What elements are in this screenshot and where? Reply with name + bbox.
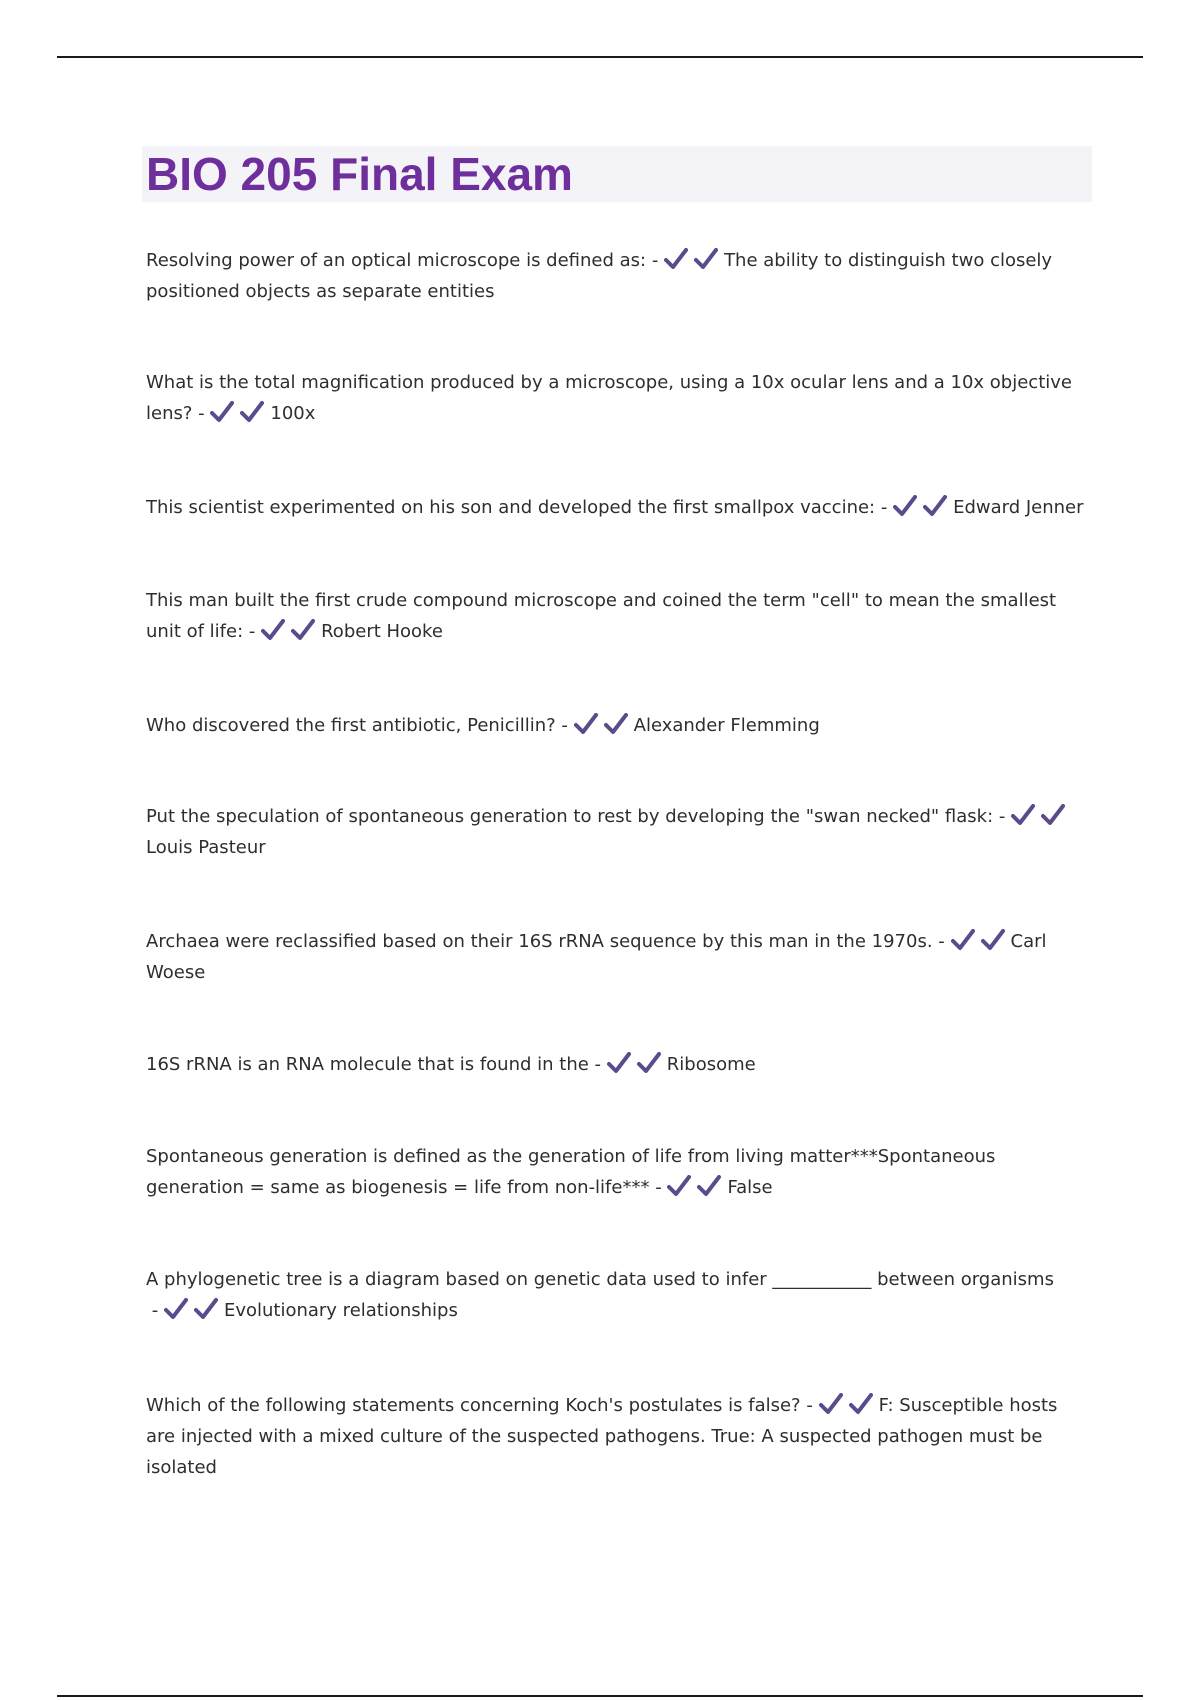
check-icon xyxy=(819,1393,843,1415)
qa-item-10 xyxy=(146,1264,1091,1326)
answer-text: Alexander Flemming xyxy=(633,715,820,736)
double-check-icons xyxy=(667,1177,727,1198)
check-icon xyxy=(194,1298,218,1320)
double-check-icons xyxy=(261,621,321,642)
separator: - xyxy=(993,806,1012,827)
double-check-icons xyxy=(951,931,1011,952)
qa-item-5 xyxy=(146,710,1091,741)
title-band xyxy=(142,146,1092,202)
double-check-icons xyxy=(210,403,270,424)
answer-text: F: Susceptible hosts are injected with a mixed culture of the suspected pathogens. True: A suspected pathogen must be isolated xyxy=(146,1395,1058,1478)
page-title: BIO 205 Final Exam xyxy=(146,148,573,200)
double-check-icons xyxy=(1011,806,1071,827)
check-icon xyxy=(667,1175,691,1197)
answer-text: Ribosome xyxy=(666,1054,756,1075)
check-icon xyxy=(893,495,917,517)
separator: - xyxy=(146,1300,164,1321)
separator: - xyxy=(646,250,665,271)
check-icon xyxy=(1011,804,1035,826)
question-text: 16S rRNA is an RNA molecule that is found in the xyxy=(146,1054,589,1075)
check-icon xyxy=(849,1393,873,1415)
double-check-icons xyxy=(664,250,724,271)
check-icon xyxy=(210,401,234,423)
separator: - xyxy=(555,715,574,736)
check-icon xyxy=(664,248,688,270)
question-text: Spontaneous generation is defined as the generation of life from living matter***Spontaneous generation = same as biogenesis = life from non-life*** xyxy=(146,1146,996,1198)
check-icon xyxy=(604,713,628,735)
check-icon xyxy=(164,1298,188,1320)
answer-text: Louis Pasteur xyxy=(146,837,266,858)
qa-item-11 xyxy=(146,1390,1091,1483)
question-text: What is the total magnification produced by a microscope, using a 10x ocular lens and a 10x objective lens? xyxy=(146,372,1072,424)
check-icon xyxy=(261,619,285,641)
separator: - xyxy=(800,1395,819,1416)
separator: - xyxy=(932,931,951,952)
separator: - xyxy=(192,403,211,424)
check-icon xyxy=(1041,804,1065,826)
check-icon xyxy=(637,1052,661,1074)
check-icon xyxy=(923,495,947,517)
question-text: Archaea were reclassified based on their 16S rRNA sequence by this man in the 1970s. xyxy=(146,931,933,952)
qa-item-6 xyxy=(146,801,1091,863)
double-check-icons xyxy=(164,1300,224,1321)
separator: - xyxy=(649,1177,668,1198)
separator: - xyxy=(588,1054,607,1075)
qa-item-4 xyxy=(146,585,1091,647)
separator: - xyxy=(875,497,894,518)
question-text: Resolving power of an optical microscope is defined as: xyxy=(146,250,647,271)
answer-text: Evolutionary relationships xyxy=(223,1300,458,1321)
check-icon xyxy=(240,401,264,423)
top-rule xyxy=(57,56,1143,58)
separator: - xyxy=(243,621,262,642)
double-check-icons xyxy=(893,497,953,518)
answer-text: Edward Jenner xyxy=(953,497,1084,518)
qa-item-9 xyxy=(146,1141,1091,1203)
question-text: A phylogenetic tree is a diagram based on genetic data used to infer ___________ between organisms xyxy=(146,1269,1054,1290)
double-check-icons xyxy=(819,1395,879,1416)
qa-item-2 xyxy=(146,367,1091,429)
question-text: This scientist experimented on his son and developed the first smallpox vaccine: xyxy=(146,497,876,518)
qa-item-8 xyxy=(146,1049,1091,1080)
double-check-icons xyxy=(607,1054,667,1075)
check-icon xyxy=(981,929,1005,951)
bottom-rule xyxy=(57,1695,1143,1697)
question-text: Who discovered the first antibiotic, Penicillin? xyxy=(146,715,556,736)
check-icon xyxy=(291,619,315,641)
qa-item-3 xyxy=(146,492,1091,523)
qa-item-7 xyxy=(146,926,1091,988)
check-icon xyxy=(574,713,598,735)
check-icon xyxy=(697,1175,721,1197)
check-icon xyxy=(951,929,975,951)
qa-item-1 xyxy=(146,245,1091,307)
answer-text: Robert Hooke xyxy=(321,621,443,642)
question-text: Put the speculation of spontaneous generation to rest by developing the "swan necked" flask: xyxy=(146,806,994,827)
double-check-icons xyxy=(574,715,634,736)
check-icon xyxy=(694,248,718,270)
answer-text: The ability to distinguish two closely positioned objects as separate entities xyxy=(146,250,1053,302)
question-text: This man built the first crude compound microscope and coined the term "cell" to mean the smallest unit of life: xyxy=(146,590,1057,642)
check-icon xyxy=(607,1052,631,1074)
question-text: Which of the following statements concerning Koch's postulates is false? xyxy=(146,1395,801,1416)
answer-text: False xyxy=(727,1177,773,1198)
answer-text: 100x xyxy=(270,403,316,424)
answer-text: Carl Woese xyxy=(146,931,1047,983)
